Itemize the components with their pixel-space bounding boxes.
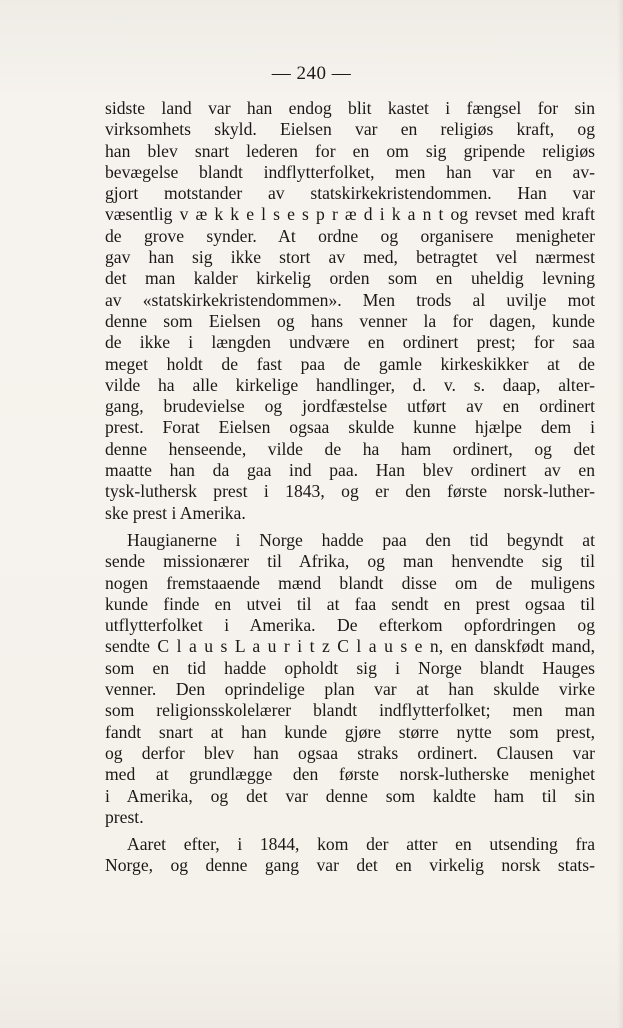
- text-line: ske prest i Amerika.: [105, 502, 246, 523]
- text-line: sendte C l a u s L a u r i t z C l a u s e n, en danskfødt mand,: [105, 636, 595, 657]
- text-line: gav han sig ikke stort av med, betragtet vel nærmest: [105, 247, 595, 268]
- text-line: væsentlig v æ k k e l s e s p r æ d i k a n t og revset med kraft: [105, 204, 595, 225]
- text-line: nogen fremstaaende mænd blandt disse om de muligens: [105, 572, 595, 593]
- text-line: i Amerika, og det var denne som kaldte ham til sin: [105, 785, 595, 806]
- text-line: bevægelse blandt indflytterfolket, men han var en av-: [105, 161, 595, 182]
- text-line: tysk-luthersk prest i 1843, og er den første norsk-luther-: [105, 481, 595, 502]
- text-line: venner. Den oprindelige plan var at han skulde virke: [105, 679, 595, 700]
- text-line: denne som Eielsen og hans venner la for dagen, kunde: [105, 310, 595, 331]
- text-line: gang, brudevielse og jordfæstelse utført av en ordinert: [105, 396, 595, 417]
- text-line: virksomhets skyld. Eielsen var en religiøs kraft, og: [105, 119, 595, 140]
- text-line: som religionsskolelærer blandt indflytterfolket; men man: [105, 700, 595, 721]
- text-line: det man kalder kirkelig orden som en uheldig levning: [105, 268, 595, 289]
- text-line: meget holdt de fast paa de gamle kirkeskikker at de: [105, 353, 595, 374]
- text-line: Norge, og denne gang var det en virkelig norsk stats-: [105, 855, 595, 876]
- text-line: Haugianerne i Norge hadde paa den tid begyndt at: [127, 529, 595, 550]
- text-line: denne henseende, vilde de ha ham ordinert, og det: [105, 438, 595, 459]
- text-line: fandt snart at han kunde gjøre større nytte som prest,: [105, 721, 595, 742]
- text-line: han blev snart lederen for en om sig gripende religiøs: [105, 140, 595, 161]
- text-line: prest.: [105, 806, 144, 827]
- text-line: kunde finde en utvei til at faa sendt en prest ogsaa til: [105, 593, 595, 614]
- text-line: Aaret efter, i 1844, kom der atter en utsending fra: [127, 834, 595, 855]
- text-line: sidste land var han endog blit kastet i fængsel for sin: [105, 98, 595, 118]
- text-line: utflytterfolket i Amerika. De efterkom opfordringen og: [105, 615, 595, 636]
- text-line: og derfor blev han ogsaa straks ordinert. Clausen var: [105, 742, 595, 763]
- text-line: gjort motstander av statskirkekristendommen. Han var: [105, 183, 595, 204]
- text-line: maatte han da gaa ind paa. Han blev ordinert av en: [105, 460, 595, 481]
- text-line: med at grundlægge den første norsk-lutherske menighet: [105, 764, 595, 785]
- text-line: prest. Forat Eielsen ogsaa skulde kunne hjælpe dem i: [105, 417, 595, 438]
- text-line: sende missionærer til Afrika, og man henvendte sig til: [105, 551, 595, 572]
- text-line: av «statskirkekristendommen». Men trods al uvilje mot: [105, 289, 595, 310]
- text-line: vilde ha alle kirkelige handlinger, d. v. s. daap, alter-: [105, 374, 595, 395]
- page-number: — 240 —: [271, 63, 352, 84]
- page-edge-shadow: [617, 0, 623, 1028]
- text-line: de grove synder. At ordne og organisere menigheter: [105, 225, 595, 246]
- text-line: de ikke i længden undvære en ordinert prest; for saa: [105, 332, 595, 353]
- body-text: [105, 98, 595, 877]
- text-line: som en tid hadde opholdt sig i Norge blandt Hauges: [105, 657, 595, 678]
